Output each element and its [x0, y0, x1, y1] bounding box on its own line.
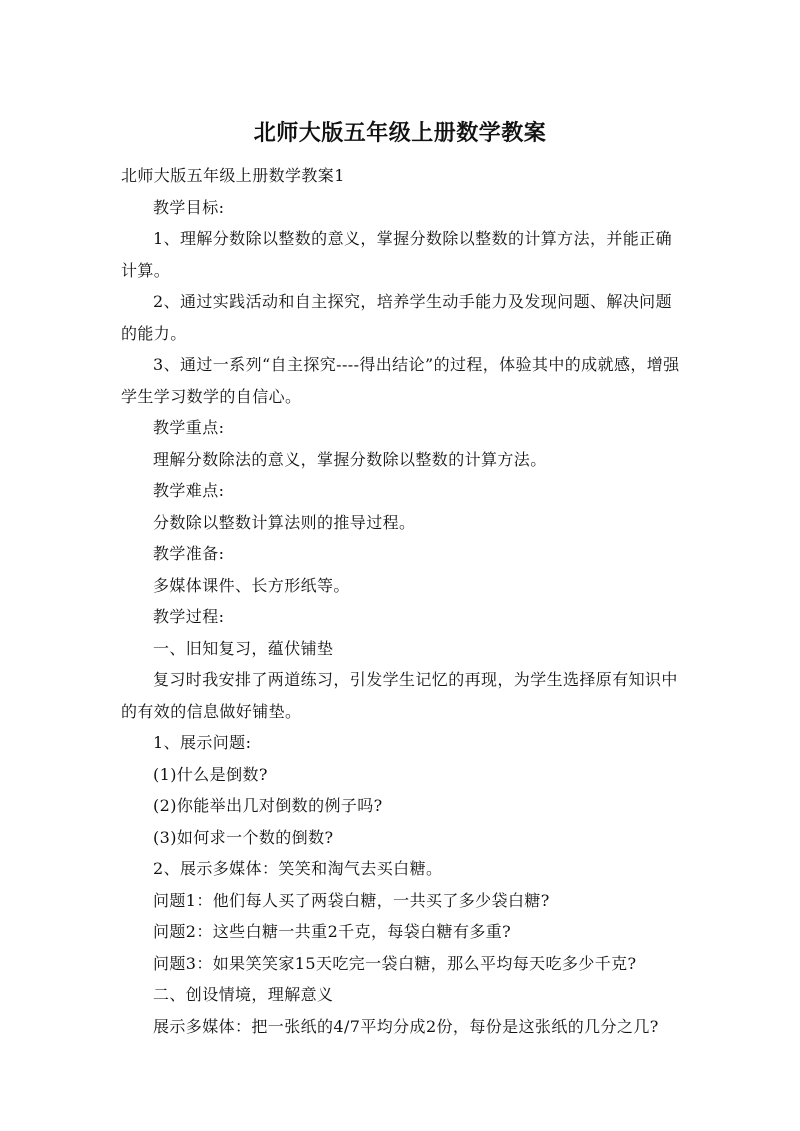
step2-text: 展示多媒体：把一张纸的4/7平均分成2份，每份是这张纸的几分之几? [153, 1016, 659, 1036]
problem-2: 问题2：这些白糖一共重2千克，每袋白糖有多重? [153, 922, 512, 941]
problem-1: 问题1：他们每人买了两袋白糖，一共买了多少袋白糖? [153, 890, 550, 910]
difficulty-heading: 教学难点: [153, 481, 225, 500]
show-problems: 1、展示问题: [153, 733, 252, 752]
show-media: 2、展示多媒体：笑笑和淘气去买白糖。 [153, 859, 443, 878]
goal-3: 3、通过一系列“自主探究----得出结论”的过程，体验其中的成就感，增强学生学习数学的自信心。 [121, 355, 680, 406]
goal-1: 1、理解分数除以整数的意义，掌握分数除以整数的计算方法，并能正确计算。 [121, 229, 672, 280]
problem-3: 问题3：如果笑笑家15天吃完一袋白糖，那么平均每天吃多少千克? [153, 953, 637, 973]
question-3: (3)如何求一个数的倒数? [153, 827, 334, 847]
key-heading: 教学重点: [153, 418, 225, 437]
process-heading: 教学过程: [153, 607, 225, 626]
subtitle: 北师大版五年级上册数学教案1 [121, 166, 345, 185]
prep-heading: 教学准备: [153, 544, 225, 563]
page-title: 北师大版五年级上册数学教案 [253, 121, 547, 146]
difficulty-text: 分数除以整数计算法则的推导过程。 [153, 512, 416, 532]
question-2: (2)你能举出几对倒数的例子吗? [153, 796, 383, 815]
document-body [121, 160, 683, 1042]
step1-heading: 一、旧知复习，蕴伏铺垫 [153, 638, 334, 658]
step2-heading: 二、创设情境，理解意义 [153, 985, 334, 1004]
prep-text: 多媒体课件、长方形纸等。 [153, 575, 350, 595]
goals-heading: 教学目标: [153, 197, 225, 217]
question-1: (1)什么是倒数? [153, 764, 268, 784]
key-text: 理解分数除法的意义，掌握分数除以整数的计算方法。 [153, 449, 547, 469]
step1-text: 复习时我安排了两道练习，引发学生记忆的再现，为学生选择原有知识中的有效的信息做好铺垫。 [121, 670, 678, 721]
goal-2: 2、通过实践活动和自主探究，培养学生动手能力及发现问题、解决问题的能力。 [121, 292, 672, 343]
